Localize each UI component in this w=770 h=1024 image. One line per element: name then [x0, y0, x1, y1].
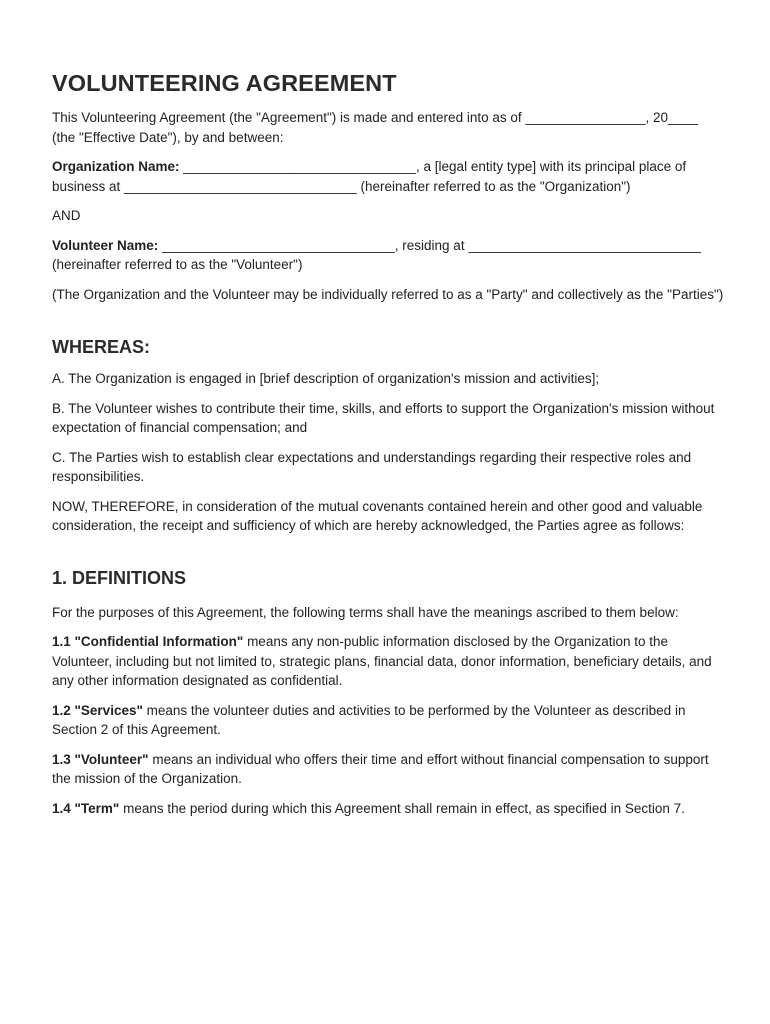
whereas-a: A. The Organization is engaged in [brief description of organization's mission and activities]; [52, 371, 600, 386]
organization-paragraph [52, 157, 724, 196]
definition-text: means the period during which this Agreement shall remain in effect, as specified in Section 7. [119, 800, 685, 816]
organization-text: _______________________________, a [legal entity type] with its principal place of business at _______________________________ (hereinafter referred to as the "Organization") [52, 159, 687, 194]
whereas-c: C. The Parties wish to establish clear expectations and understandings regarding their respective roles and responsibilities. [52, 449, 692, 484]
definition-term: 1.4 "Term" [52, 800, 120, 816]
intro-paragraph: This Volunteering Agreement (the "Agreement") is made and entered into as of ________________, 20____ (the "Effective Date"), by and between: [52, 110, 699, 145]
whereas-heading: WHEREAS: [52, 337, 150, 357]
whereas-b: B. The Volunteer wishes to contribute their time, skills, and efforts to support the Organization's mission without expectation of financial compensation; and [52, 400, 715, 435]
volunteer-paragraph [52, 236, 724, 275]
parties-paragraph: (The Organization and the Volunteer may be individually referred to as a "Party" and collectively as the "Parties") [52, 286, 724, 302]
definition-term-period [52, 799, 724, 819]
definition-text: means the volunteer duties and activities to be performed by the Volunteer as described in Section 2 of this Agreement. [52, 702, 686, 737]
definition-volunteer [52, 750, 724, 789]
definitions-intro: For the purposes of this Agreement, the following terms shall have the meanings ascribed to them below: [52, 604, 679, 620]
definition-text: means an individual who offers their time and effort without financial compensation to support the mission of the Organization. [52, 751, 709, 786]
definition-term: 1.3 "Volunteer" [52, 751, 149, 767]
definition-term: 1.2 "Services" [52, 702, 143, 718]
volunteer-label: Volunteer Name: [52, 237, 159, 253]
definition-services [52, 701, 724, 740]
organization-label: Organization Name: [52, 159, 180, 174]
document-title: VOLUNTEERING AGREEMENT [52, 70, 397, 96]
definition-text: means any non-public information disclosed by the Organization to the Volunteer, including but not limited to, strategic plans, financial data, donor information, beneficiary details, and any other information designated as confidential. [52, 634, 712, 688]
now-therefore-paragraph: NOW, THEREFORE, in consideration of the mutual covenants contained herein and other good and valuable consideration, the receipt and sufficiency of which are hereby acknowledged, the Parties agree as follows: [52, 498, 703, 533]
definitions-heading: 1. DEFINITIONS [52, 567, 187, 588]
volunteer-text: _______________________________, residing at _______________________________ (hereinafter referred to as the "Volunteer") [52, 237, 702, 272]
definition-term: 1.1 "Confidential Information" [52, 634, 244, 649]
definition-confidential-information [52, 632, 724, 691]
and-text: AND [52, 208, 81, 223]
